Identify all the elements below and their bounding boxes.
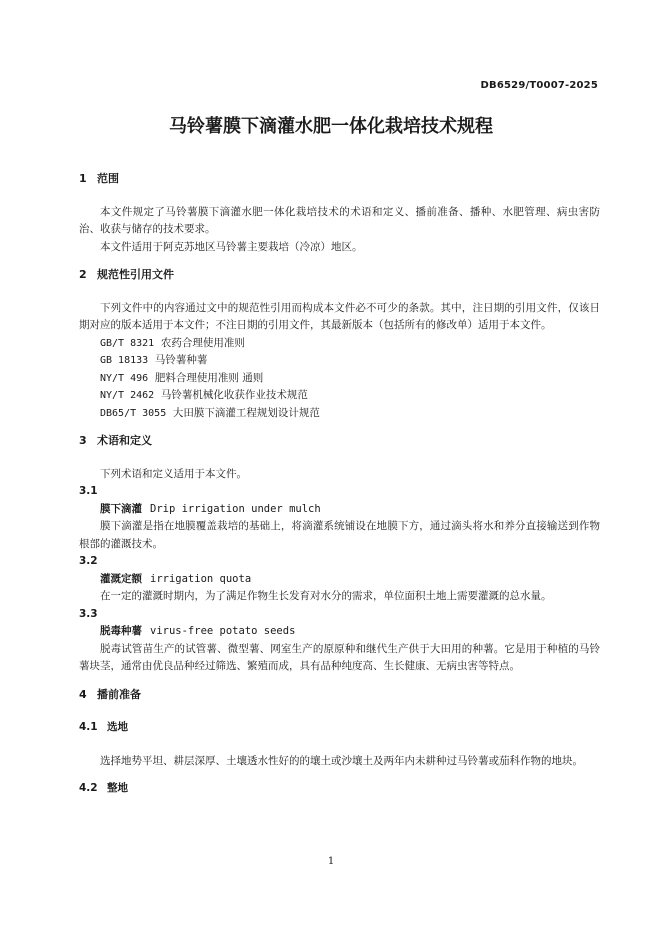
term-english: irrigation quota bbox=[150, 572, 252, 585]
paragraph: 本文件适用于阿克苏地区马铃薯主要栽培（冷凉）地区。 bbox=[100, 240, 363, 253]
term-chinese: 脱毒种薯 bbox=[100, 625, 142, 637]
section-number: 4 bbox=[79, 687, 87, 701]
reference-name: 马铃薯机械化收获作业技术规范 bbox=[160, 389, 308, 401]
reference-item bbox=[79, 370, 600, 388]
reference-name: 肥料合理使用准则 通则 bbox=[154, 371, 264, 384]
term-definition: 脱毒试管苗生产的试管薯、微型薯、网室生产的原原种和继代生产供于大田用的种薯。它是用于种植的马铃薯块茎，通常由优良品种经过筛选、繁殖而成，具有品种纯度高、生长健康、无病虫害等特点。 bbox=[79, 642, 600, 672]
section-1-heading bbox=[79, 170, 600, 188]
term-entry bbox=[79, 501, 600, 519]
term-english: Drip irrigation under mulch bbox=[150, 502, 321, 515]
subsection-number: 4.2 bbox=[79, 782, 98, 794]
reference-code: GB 18133 bbox=[100, 355, 149, 366]
paragraph: 本文件规定了马铃薯膜下滴灌水肥一体化栽培技术的术语和定义、播前准备、播种、水肥管理、病虫害防治、收获与储存的技术要求。 bbox=[79, 205, 600, 235]
reference-item bbox=[79, 387, 600, 405]
term-entry bbox=[79, 623, 600, 641]
term-chinese: 膜下滴灌 bbox=[100, 502, 142, 515]
document-body bbox=[79, 170, 600, 798]
section-3-heading bbox=[79, 432, 600, 450]
subsection-4-2-heading bbox=[79, 780, 600, 798]
reference-name: 农药合理使用准则 bbox=[160, 336, 245, 349]
reference-item bbox=[79, 335, 600, 353]
term-number: 3.3 bbox=[79, 607, 98, 620]
paragraph: 下列文件中的内容通过文中的规范性引用而构成本文件必不可少的条款。其中，注日期的引用文件，仅该日期对应的版本适用于本文件；不注日期的引用文件，其最新版本（包括所有的修改单）适用于本文件。 bbox=[79, 301, 600, 331]
term-definition: 在一定的灌溉时期内，为了满足作物生长发育对水分的需求，单位面积土地上需要灌溉的总水量。 bbox=[100, 590, 552, 602]
term-entry bbox=[79, 571, 600, 589]
reference-code: NY/T 2462 bbox=[100, 390, 155, 401]
document-title: 马铃薯膜下滴灌水肥一体化栽培技术规程 bbox=[169, 116, 493, 137]
subsection-title: 整地 bbox=[107, 782, 128, 794]
term-number: 3.2 bbox=[79, 555, 98, 567]
subsection-number: 4.1 bbox=[79, 721, 98, 733]
reference-name: 马铃薯种薯 bbox=[154, 354, 208, 366]
section-title: 范围 bbox=[97, 172, 119, 185]
subsection-title: 选地 bbox=[107, 721, 128, 733]
reference-item bbox=[79, 405, 600, 423]
paragraph: 下列术语和定义适用于本文件。 bbox=[100, 467, 247, 480]
section-2-heading bbox=[79, 266, 600, 284]
term-definition: 膜下滴灌是指在地膜覆盖栽培的基础上，将滴灌系统铺设在地膜下方，通过滴头将水和养分直接输送到作物根部的灌溉技术。 bbox=[79, 520, 600, 550]
reference-item bbox=[79, 352, 600, 370]
section-number: 3 bbox=[79, 434, 87, 447]
section-title: 规范性引用文件 bbox=[97, 268, 174, 281]
term-number: 3.1 bbox=[79, 485, 98, 497]
page-number: 1 bbox=[327, 856, 335, 867]
reference-code: GB/T 8321 bbox=[100, 337, 155, 349]
document-code: DB6529/T0007-2025 bbox=[480, 80, 598, 91]
reference-code: DB65/T 3055 bbox=[100, 407, 167, 419]
section-4-heading bbox=[79, 686, 600, 704]
paragraph: 选择地势平坦、耕层深厚、土壤透水性好的的壤土或沙壤土及两年内未耕种过马铃薯或茄科作物的地块。 bbox=[100, 754, 583, 767]
section-number: 2 bbox=[79, 268, 87, 281]
subsection-4-1-heading bbox=[79, 719, 600, 737]
reference-code: NY/T 496 bbox=[100, 372, 149, 384]
section-title: 术语和定义 bbox=[97, 434, 152, 447]
reference-name: 大田膜下滴灌工程规划设计规范 bbox=[172, 406, 320, 419]
term-chinese: 灌溉定额 bbox=[100, 572, 142, 585]
section-number: 1 bbox=[79, 172, 87, 185]
term-english: virus-free potato seeds bbox=[150, 625, 296, 637]
section-title: 播前准备 bbox=[97, 687, 141, 701]
